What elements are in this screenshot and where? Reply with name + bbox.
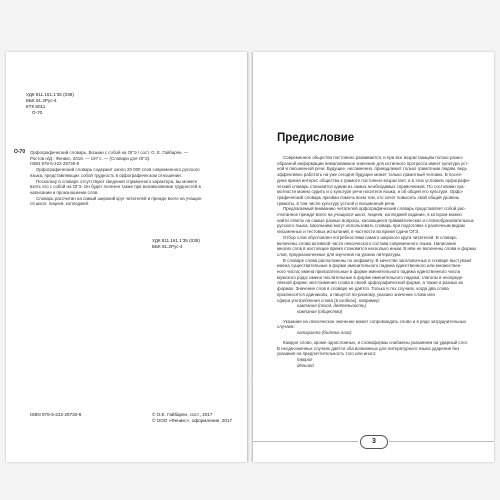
isbn-bottom: ISBN 978-5-222-29730-8 — [30, 412, 82, 417]
entry-line: взять его с собой на ОГЭ. Он будет полезен также при возникновении трудностей в — [30, 184, 201, 190]
example-word: дёгьной — [297, 362, 314, 368]
text-line: Каждое слово, кроме односложных, и словоформы снабжены указанием на ударный слог. — [283, 339, 468, 345]
example-word: компания (общество) — [297, 308, 343, 314]
bbk-line: ББК 81.2Рус-4 — [26, 98, 57, 103]
text-line: грамоты, в том числе культуру устной и письменной речи. — [277, 200, 396, 206]
entry-line: Ростов н/Д : Феникс, 2018. — 197 с. — (Словари для ОГЭ). — [30, 155, 151, 161]
text-line: письменных и тестовых испытаний, в частности во время сдачи ОГЭ. — [277, 229, 420, 235]
entry-line: ся школ, лицеев, колледжей. — [30, 201, 90, 207]
text-line: лённой форме; местоимения слова в своей орфографической форме, а также в разных их — [277, 280, 464, 286]
footer-rule-left — [253, 441, 358, 442]
text-line: образной информации немаловажное значение для истинного прогресса имеет культура уст- — [277, 160, 469, 166]
udc-line: УДК 811.161.1'35 (038) — [26, 92, 74, 97]
text-line: русского языка. Школьники могут использовать словарь при подготовке к различным видам — [277, 223, 465, 229]
text-line: мужского рода; имена числительные в форме именительного падежа; глаголы в неопреде- — [277, 274, 464, 280]
udc-line: УДК 811.161.1'35 (038) — [152, 238, 200, 243]
author-mark: О-70 — [32, 110, 43, 115]
text-line: Предлагаемый вниманию читателей орфографический словарь представляет собой рас- — [283, 206, 467, 212]
text-line: многих слов в настоящее время становится несколько иным. В нём не включены слова и формы — [277, 246, 476, 252]
text-line: графический словарь призван помочь всем тем, кто хочет повысить свой общий уровень — [277, 194, 460, 200]
entry-line: Орфографический словарь содержит около 20 000 слов современного русского — [36, 167, 200, 173]
text-line: произносятся одинаково, а пишутся по-разному, указано значение слова или — [277, 291, 435, 297]
page-number: 3 — [360, 435, 388, 449]
text-line: ной и письменной речи. Будущее, несомненно, принадлежит только грамотным людям, ведь — [277, 166, 467, 172]
text-line: дние время интерес общества к грамоте постоянно возрастает, и в этих условиях орфографи- — [277, 177, 471, 183]
text-line: сфера употребления слова (в скобках), например: — [277, 297, 381, 303]
isbn-line: ISBN 978-5-222-29730-8 — [30, 161, 80, 167]
copyright-line: © О.Е. Гайбарян, сост., 2017 — [152, 412, 213, 417]
text-line: ческий словарь становится одним из самых необходимых справочников. По состоянию гра- — [277, 183, 465, 189]
text-line: указания на предпочтительность того или иного: — [277, 351, 377, 357]
text-line: Указание на лексическое значение может сопровождать слово и в ряде затруднительных — [283, 318, 467, 324]
text-line: мотности можно судить и о культуре речи носителя языка, и об общей его культуре. Орфо- — [277, 189, 464, 195]
text-line: считанное прежде всего на учащихся школ, лицеев, колледжей издание, в котором можно — [277, 212, 462, 218]
entry-line: языка, представляющих собой трудность в орфографическом отношении. — [30, 172, 182, 178]
text-line: В неоднозначных случаях даётся оба возможных для литературного языка ударения без — [277, 345, 460, 351]
entry-line: Словарь рассчитан на самый широкий круг читателей и прежде всего на учащих- — [36, 195, 203, 201]
text-line: слов, предназначенные для изучения на уроках литературы. — [277, 251, 402, 257]
text-line: Отбор слов обусловлен потребностями самого широкого круга читателей. В словарь — [283, 234, 457, 240]
text-line: эффективно работать на уже сегодня будущее может только грамотный человек. В после- — [277, 172, 463, 178]
text-line: ного числа; имена прилагательные в форме именительного падежа единственного числа — [277, 269, 461, 275]
bbk-line: ББК 81.2Рус-4 — [152, 244, 183, 249]
entry-line: написании и произношении слов. — [30, 189, 99, 195]
text-line: Современное общество постоянно развивается, и при все возрастающем потоке разно- — [283, 155, 464, 160]
entry-code: О-70 — [14, 149, 26, 155]
entry-line: Орфографический словарь. Возьми с собой на ОГЭ / сост. О. Е. Гайбарян. — — [30, 150, 189, 155]
text-line: В словаре слова расположены по алфавиту. В качестве заголовочных в словаре выступают — [283, 257, 472, 263]
ktk-line: КТК 8011 — [26, 104, 46, 109]
left-page — [6, 52, 247, 462]
entry-line: Поскольку в словаре отсутствуют сведения справочного характера, вы можете — [36, 178, 198, 184]
page-title: Предисловие — [277, 132, 355, 144]
text-line: формах. Значение слов в словаре не даётся. Только в тех случаях, когда два слова — [277, 286, 449, 292]
footer-rule-right — [389, 441, 494, 442]
text-line: имена существительные в форме именительного падежа единственного или множествен- — [277, 263, 462, 269]
text-line: найти ответы на самые разные вопросы, касающиеся грамматических и словообразовательных — [277, 217, 474, 223]
text-line: случаев: — [277, 324, 295, 330]
example-word: катаракта (болезнь глаз) — [297, 330, 352, 336]
right-page — [253, 52, 494, 462]
example-word: кампания (поход, деятельность) — [297, 303, 366, 309]
copyright-line: © ООО «Феникс», оформление, 2017 — [152, 418, 233, 423]
text-line: включены слова активной части лексического состава современного языка. Написание — [277, 240, 457, 246]
preface-body — [277, 155, 482, 368]
bibliographic-entry — [30, 150, 240, 207]
example-word: творог — [297, 356, 313, 362]
